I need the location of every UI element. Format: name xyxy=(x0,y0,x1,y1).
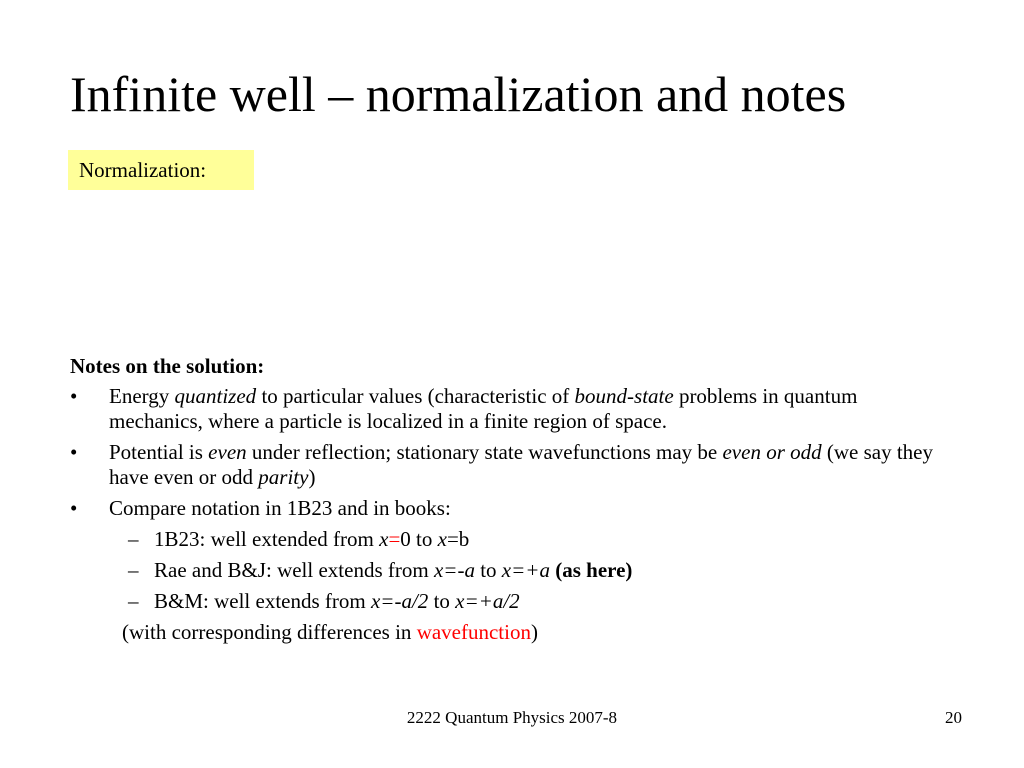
footer-course: 2222 Quantum Physics 2007-8 xyxy=(406,708,618,727)
bullet-energy-quantized xyxy=(70,384,950,434)
text-run: 0 to xyxy=(400,527,438,551)
text-run-italic: x=-a xyxy=(433,558,475,582)
normalization-box xyxy=(68,150,254,190)
text-run-italic: bound-state xyxy=(574,384,674,408)
text-run: 1B23: well extended from xyxy=(154,527,380,551)
text-run-italic: x xyxy=(437,527,447,551)
text-run: to xyxy=(428,589,456,613)
closing-note xyxy=(70,620,950,645)
dash-icon: – xyxy=(128,589,139,613)
bullet-potential-even xyxy=(70,440,950,490)
sub-item-bm xyxy=(70,589,950,614)
text-run: (we say they have even or odd xyxy=(109,440,934,489)
text-run-italic: x=+a xyxy=(501,558,550,582)
notes-heading: Notes on the solution: xyxy=(70,354,265,378)
text-run-red: = xyxy=(388,527,401,551)
text-run: B&M: well extends from xyxy=(154,589,371,613)
footer-page-number: 20 xyxy=(945,708,962,727)
text-run: ) xyxy=(308,465,316,489)
text-run-italic: quantized xyxy=(174,384,257,408)
notes-section xyxy=(70,354,950,645)
text-run-bold: (as here) xyxy=(555,558,633,582)
normalization-label: Normalization: xyxy=(79,158,207,182)
text-run: Potential is xyxy=(109,440,209,464)
text-run-italic: parity xyxy=(258,465,309,489)
dash-icon: – xyxy=(128,527,139,551)
slide-title: Infinite well – normalization and notes xyxy=(70,66,847,122)
text-run: under reflection; stationary state wavefunctions may be xyxy=(246,440,723,464)
bullet-icon: • xyxy=(70,440,78,464)
text-run: Energy xyxy=(109,384,175,408)
bullet-icon: • xyxy=(70,384,78,408)
sub-item-rae-bj xyxy=(70,558,950,583)
text-run: to particular values (characteristic of xyxy=(256,384,575,408)
text-run-italic: x=+a/2 xyxy=(455,589,520,613)
sub-item-1b23 xyxy=(70,527,950,552)
bullet-compare-notation xyxy=(70,496,950,521)
text-run: =b xyxy=(446,527,470,551)
text-run: Compare notation in 1B23 and in books: xyxy=(109,496,451,520)
text-run: to xyxy=(474,558,502,582)
dash-icon: – xyxy=(128,558,139,582)
text-run: (with corresponding differences in xyxy=(122,620,417,644)
bullet-icon: • xyxy=(70,496,78,520)
text-run: Rae and B&J: well extends from xyxy=(154,558,434,582)
text-run-red: wavefunction xyxy=(416,620,531,644)
text-run: problems in quantum mechanics, where a particle is localized in a finite region of space. xyxy=(109,384,858,433)
text-run-italic: even or odd xyxy=(722,440,822,464)
text-run-italic: even xyxy=(208,440,247,464)
text-run-italic: x xyxy=(379,527,389,551)
text-run-italic: x=-a/2 xyxy=(370,589,429,613)
text-run: ) xyxy=(530,620,538,644)
